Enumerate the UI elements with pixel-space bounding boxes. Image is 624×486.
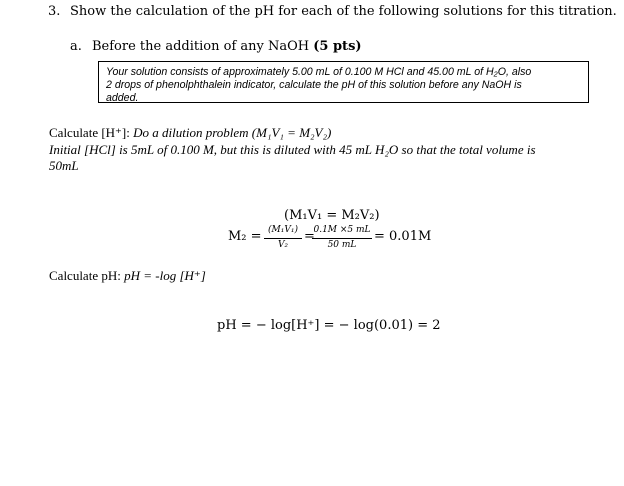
frac2-bar — [312, 238, 372, 239]
question-number: 3. — [48, 4, 61, 19]
part-a-points: (5 pts) — [313, 39, 362, 54]
ph-equation: pH = − log[H⁺] = − log(0.01) = 2 — [217, 318, 441, 333]
frac2-denominator: 50 mL — [327, 240, 357, 250]
question-text: Show the calculation of the pH for each of the following solutions for this titration. — [70, 4, 617, 19]
calc-h-line-3: 50mL — [49, 158, 79, 173]
dilution-header: (M₁V₁ = M₂V₂) — [284, 208, 380, 223]
problem-box — [98, 61, 589, 103]
frac2-numerator: 0.1M ×5 mL — [313, 225, 371, 235]
calc-h-line-2: Initial [HCl] is 5mL of 0.100 M, but this is diluted with 45 mL H₂O so that the total volume is — [49, 142, 536, 157]
dilution-lhs: M₂ = — [228, 229, 262, 244]
calc-ph-italic: pH = -log [H⁺] — [124, 268, 206, 283]
problem-line-2: 2 drops of phenolphthalein indicator, calculate the pH of this solution before any NaOH is — [106, 79, 522, 91]
calc-h-heading — [49, 125, 331, 141]
calc-ph-heading — [49, 268, 206, 284]
part-a-title — [70, 39, 362, 54]
problem-line-1: Your solution consists of approximately 5.00 mL of 0.100 M HCl and 45.00 mL of H₂O, also — [106, 66, 532, 78]
part-a-text: Before the addition of any NaOH — [92, 39, 310, 54]
calc-ph-label: Calculate pH: — [49, 268, 125, 283]
question-title — [48, 4, 617, 19]
dilution-result: = 0.01M — [374, 229, 432, 244]
dilution-equals: = — [304, 229, 315, 244]
calc-h-italic: Do a dilution problem (M₁V₁ = M₂V₂) — [133, 125, 332, 140]
frac1-numerator: (M₁V₁) — [268, 225, 298, 235]
frac1-denominator: V₂ — [277, 240, 289, 250]
problem-line-3: added. — [106, 92, 139, 104]
frac1-bar — [264, 238, 302, 239]
part-a-letter: a. — [70, 39, 82, 54]
calc-h-label: Calculate [H⁺]: — [49, 125, 134, 140]
